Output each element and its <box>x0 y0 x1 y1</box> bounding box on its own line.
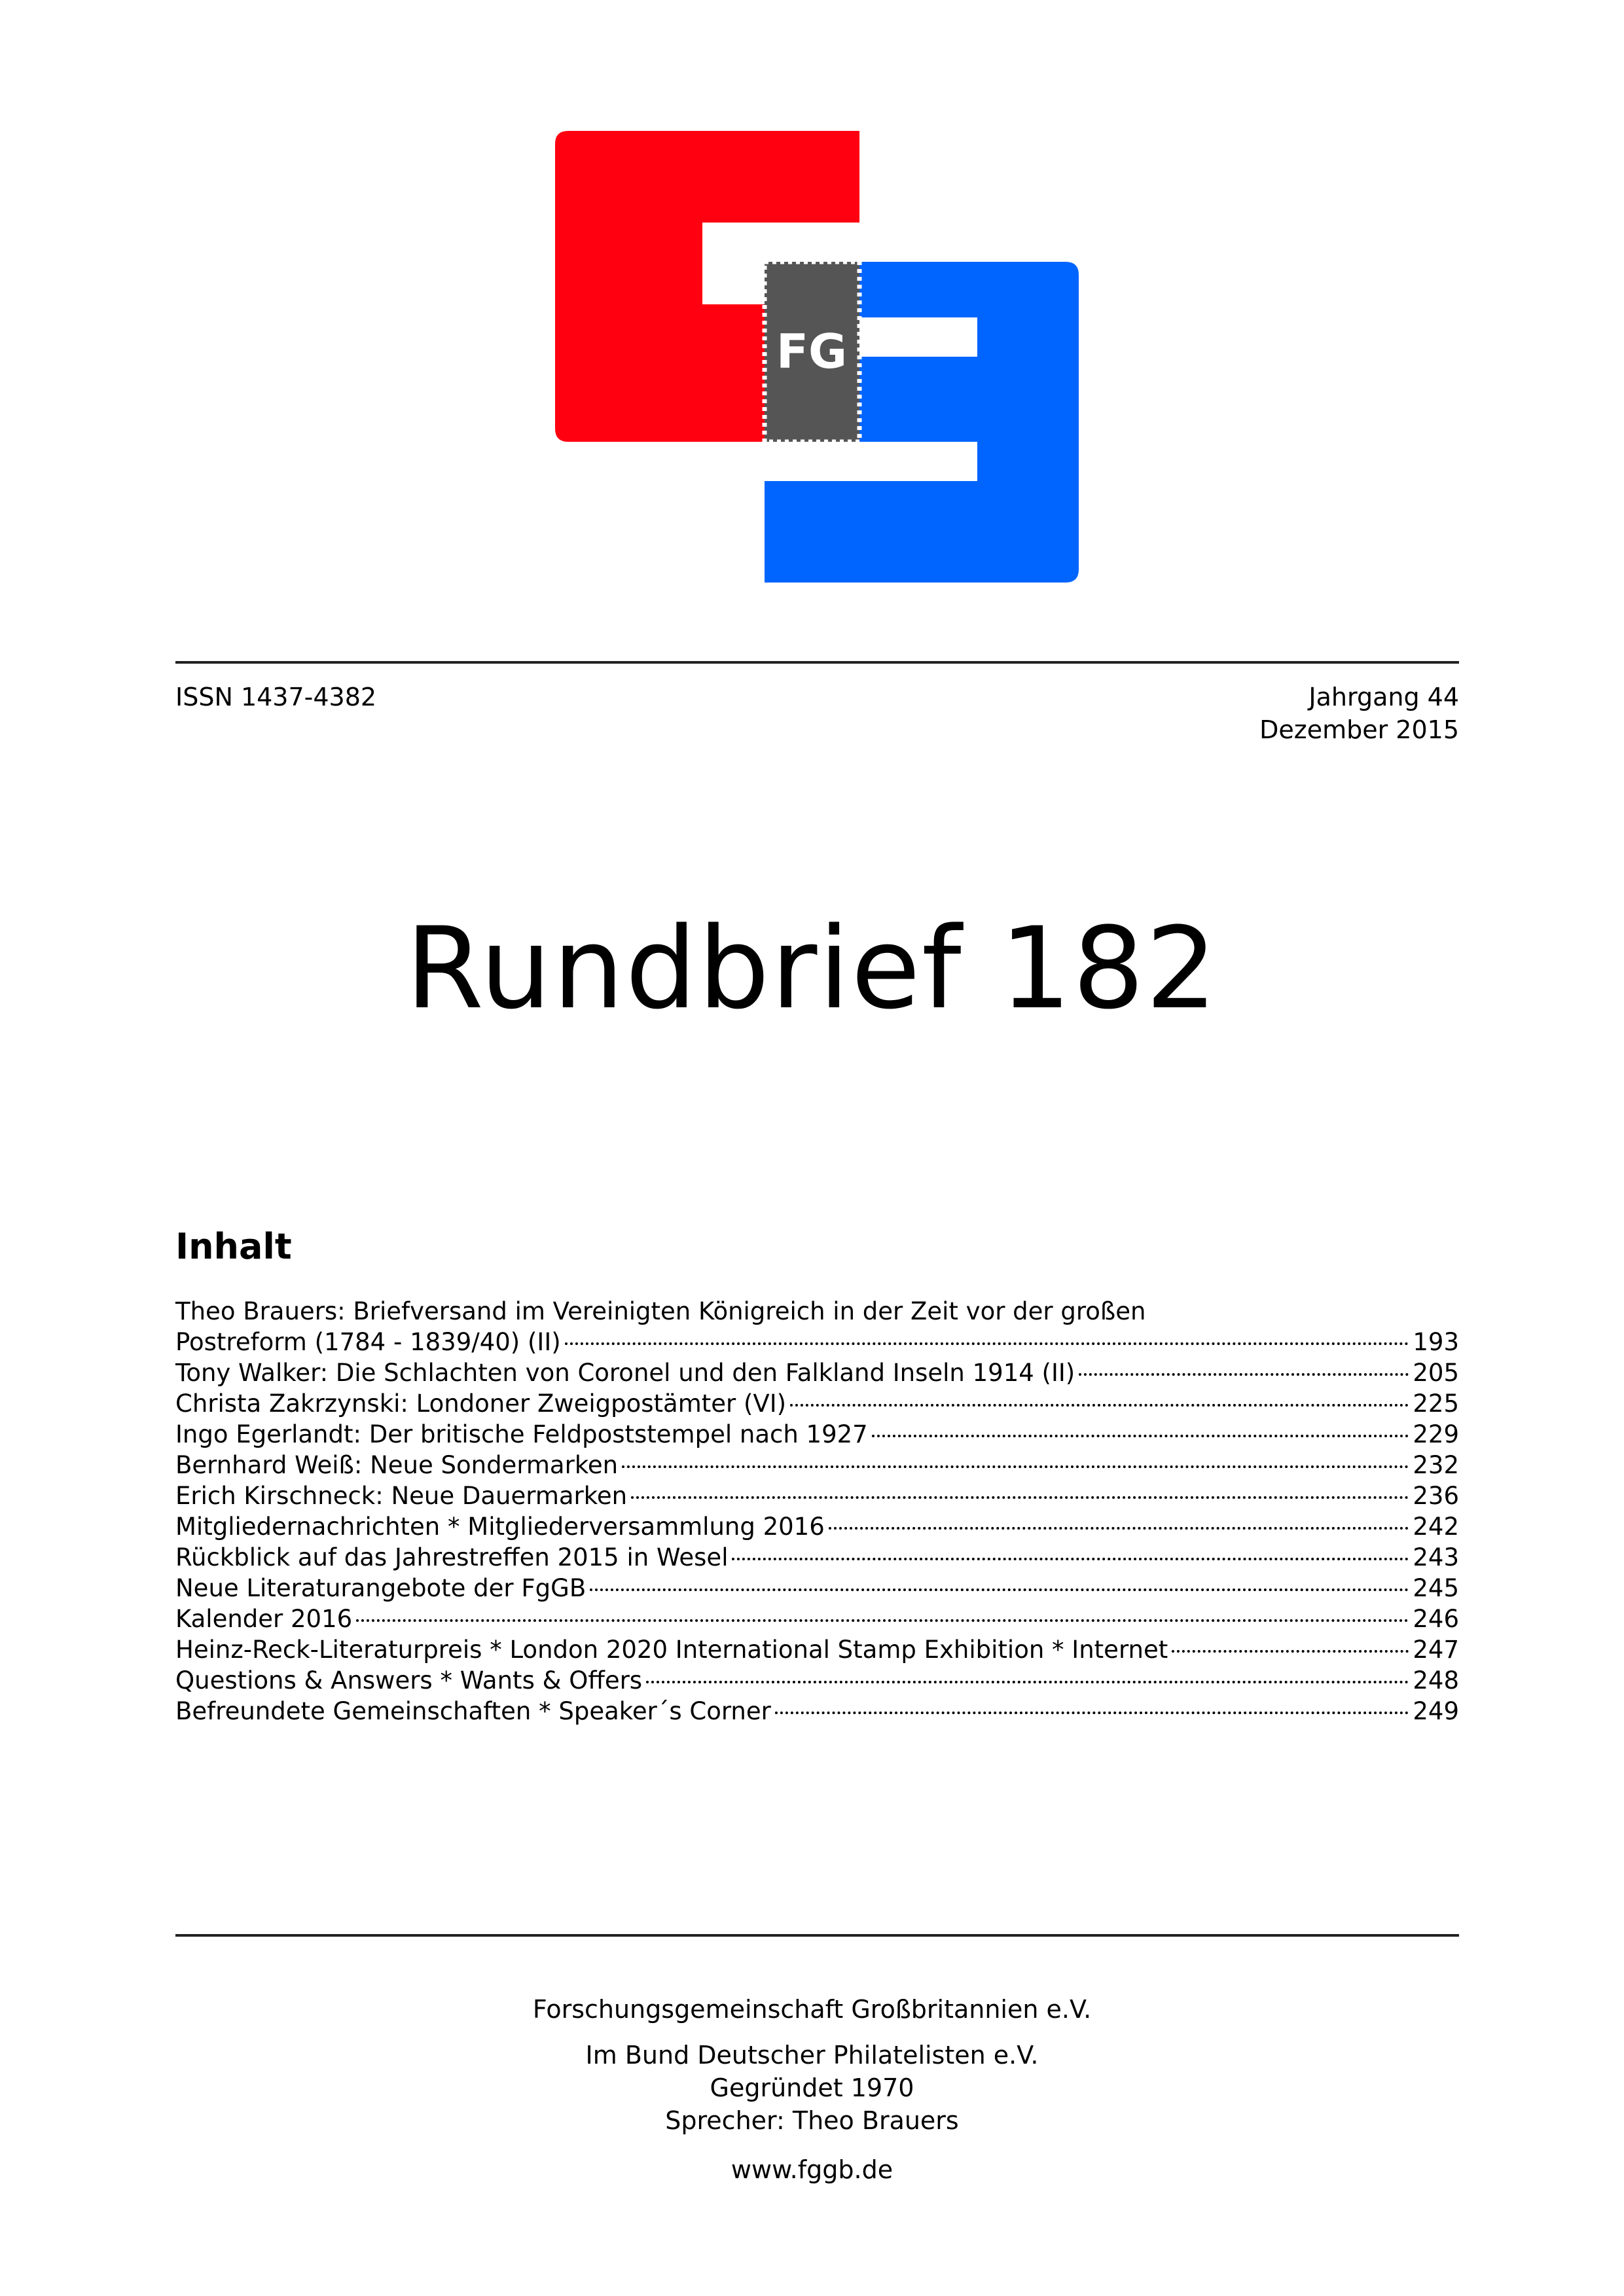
toc-entry: Bernhard Weiß: Neue Sondermarken 232 <box>175 1451 1459 1479</box>
footer-org: Forschungsgemeinschaft Großbritannien e.V. <box>532 1995 1092 2024</box>
footer-founded: Gegründet 1970 <box>710 2073 914 2102</box>
toc-first-line: Theo Brauers: Briefversand im Vereinigten Königreich in der Zeit vor der großen <box>175 1297 1146 1325</box>
toc-entry: Mitgliedernachrichten * Mitgliederversammlung 2016 242 <box>175 1513 1459 1541</box>
toc-heading: Inhalt <box>175 1226 292 1267</box>
toc-entry: Erich Kirschneck: Neue Dauermarken 236 <box>175 1482 1459 1510</box>
toc-entry: Kalender 2016 246 <box>175 1605 1459 1633</box>
footer-speaker: Sprecher: Theo Brauers <box>665 2106 959 2135</box>
toc-entry: Ingo Egerlandt: Der britische Feldpoststempel nach 1927 229 <box>175 1420 1459 1448</box>
toc-entry: Christa Zakrzynski: Londoner Zweigpostämter (VI) 225 <box>175 1390 1459 1418</box>
volume: Jahrgang 44 <box>1308 683 1459 711</box>
toc-entry: Befreundete Gemeinschaften * Speaker´s Corner 249 <box>175 1697 1459 1725</box>
top-rule <box>175 661 1459 664</box>
issn: ISSN 1437-4382 <box>175 683 377 711</box>
bottom-rule <box>175 1934 1459 1937</box>
page-title: Rundbrief 182 <box>405 903 1219 1034</box>
toc-entry: Rückblick auf das Jahrestreffen 2015 in Wesel 243 <box>175 1543 1459 1571</box>
footer-website[interactable]: www.fggb.de <box>731 2155 893 2184</box>
logo-stamp-text: FG <box>776 324 848 379</box>
toc-entry: Tony Walker: Die Schlachten von Coronel und den Falkland Inseln 1914 (II) 205 <box>175 1359 1459 1387</box>
issue-info <box>1259 681 1459 746</box>
footer-details <box>0 2039 1624 2137</box>
toc-entry: Neue Literaturangebote der FgGB 245 <box>175 1574 1459 1602</box>
toc-entry: Questions & Answers * Wants & Offers 248 <box>175 1666 1459 1695</box>
toc-entry: Postreform (1784 - 1839/40) (II) 193 <box>175 1328 1459 1356</box>
fggb-logo <box>555 131 1079 583</box>
footer-member-of: Im Bund Deutscher Philatelisten e.V. <box>585 2041 1039 2070</box>
issue-date: Dezember 2015 <box>1259 715 1459 744</box>
table-of-contents <box>175 1296 1459 1727</box>
toc-entry: Heinz-Reck-Literaturpreis * London 2020 International Stamp Exhibition * Internet 247 <box>175 1636 1459 1664</box>
